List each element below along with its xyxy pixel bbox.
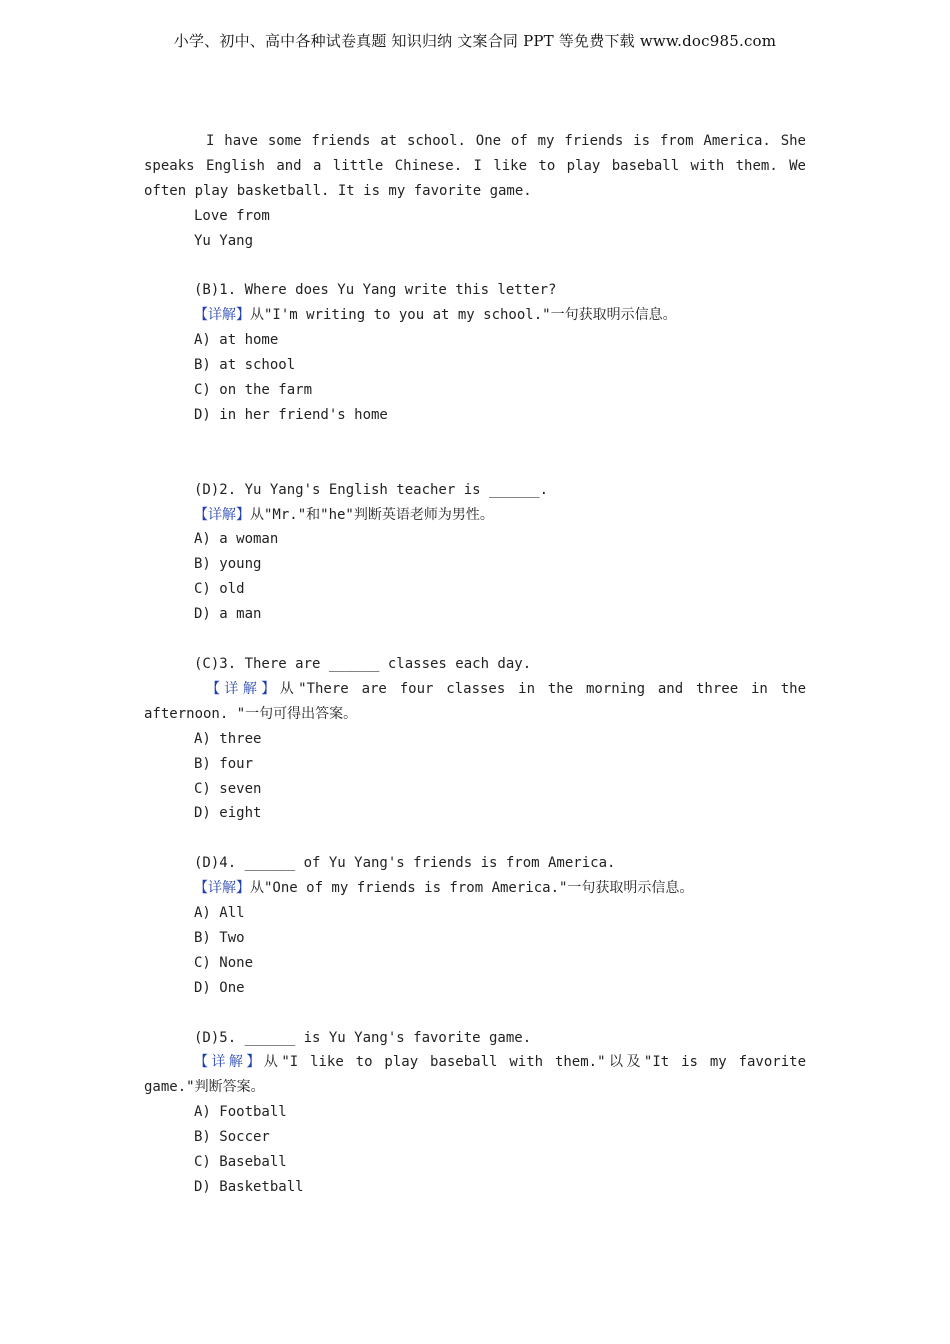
letter-paragraph: I have some friends at school. One of my friends is from America. She speaks English and a little Chinese. I like to play baseball with them. We often play basketball. It is my favorite game. <box>144 133 806 199</box>
question-4 <box>144 851 806 1000</box>
option-d: D) One <box>194 979 245 996</box>
question-explanation <box>144 677 806 727</box>
question-explanation <box>144 503 806 528</box>
explain-tag: 【详解】 <box>194 307 250 324</box>
option-c: C) old <box>194 581 245 598</box>
option-d: D) a man <box>194 606 262 623</box>
question-stem: (B)1. Where does Yu Yang write this letter? <box>194 282 557 299</box>
option-a: A) three <box>194 730 262 747</box>
option-b: B) four <box>194 755 254 772</box>
explain-text: 从"Mr."和"he"判断英语老师为男性。 <box>250 506 494 523</box>
question-stem: (D)2. Yu Yang's English teacher is ______. <box>194 481 549 498</box>
option-d: D) Basketball <box>194 1178 304 1195</box>
option-b: B) Two <box>194 929 245 946</box>
explain-text: 从"There are four classes in the morning and three in the afternoon. "一句可得出答案。 <box>144 680 806 722</box>
explain-tag: 【详解】 <box>206 680 280 697</box>
option-a: A) at home <box>194 332 279 349</box>
question-2 <box>144 478 806 627</box>
option-b: B) Soccer <box>194 1129 270 1146</box>
question-stem: (D)4. ______ of Yu Yang's friends is from America. <box>194 855 616 872</box>
question-3 <box>144 652 806 826</box>
option-c: C) None <box>194 954 254 971</box>
option-a: A) a woman <box>194 531 279 548</box>
option-c: C) on the farm <box>194 382 313 399</box>
option-d: D) eight <box>194 805 262 822</box>
page-header <box>0 30 950 51</box>
explain-text: 从"One of my friends is from America."一句获取明示信息。 <box>250 880 694 897</box>
question-explanation <box>144 303 806 328</box>
document-body <box>144 129 806 1200</box>
question-stem: (D)5. ______ is Yu Yang's favorite game. <box>194 1029 532 1046</box>
explain-tag: 【详解】 <box>194 880 250 897</box>
question-5 <box>144 1026 806 1200</box>
option-a: A) All <box>194 905 245 922</box>
option-c: C) seven <box>194 780 262 797</box>
letter-signature: Yu Yang <box>194 232 254 249</box>
option-a: A) Football <box>194 1104 287 1121</box>
option-b: B) at school <box>194 357 296 374</box>
question-explanation <box>144 1050 806 1100</box>
question-1 <box>144 278 806 427</box>
letter-closing: Love from <box>194 207 270 224</box>
question-stem: (C)3. There are ______ classes each day. <box>194 655 532 672</box>
option-d: D) in her friend's home <box>194 406 388 423</box>
option-c: C) Baseball <box>194 1154 287 1171</box>
option-b: B) young <box>194 556 262 573</box>
header-text: 小学、初中、高中各种试卷真题 知识归纳 文案合同 PPT 等免费下载 www.doc985.com <box>173 32 777 50</box>
question-explanation <box>144 876 806 901</box>
explain-text: 从"I'm writing to you at my school."一句获取明示信息。 <box>250 307 677 324</box>
explain-text: 从"I like to play baseball with them."以及"It is my favorite game."判断答案。 <box>144 1054 807 1096</box>
explain-tag: 【详解】 <box>194 1054 264 1071</box>
explain-tag: 【详解】 <box>194 506 250 523</box>
